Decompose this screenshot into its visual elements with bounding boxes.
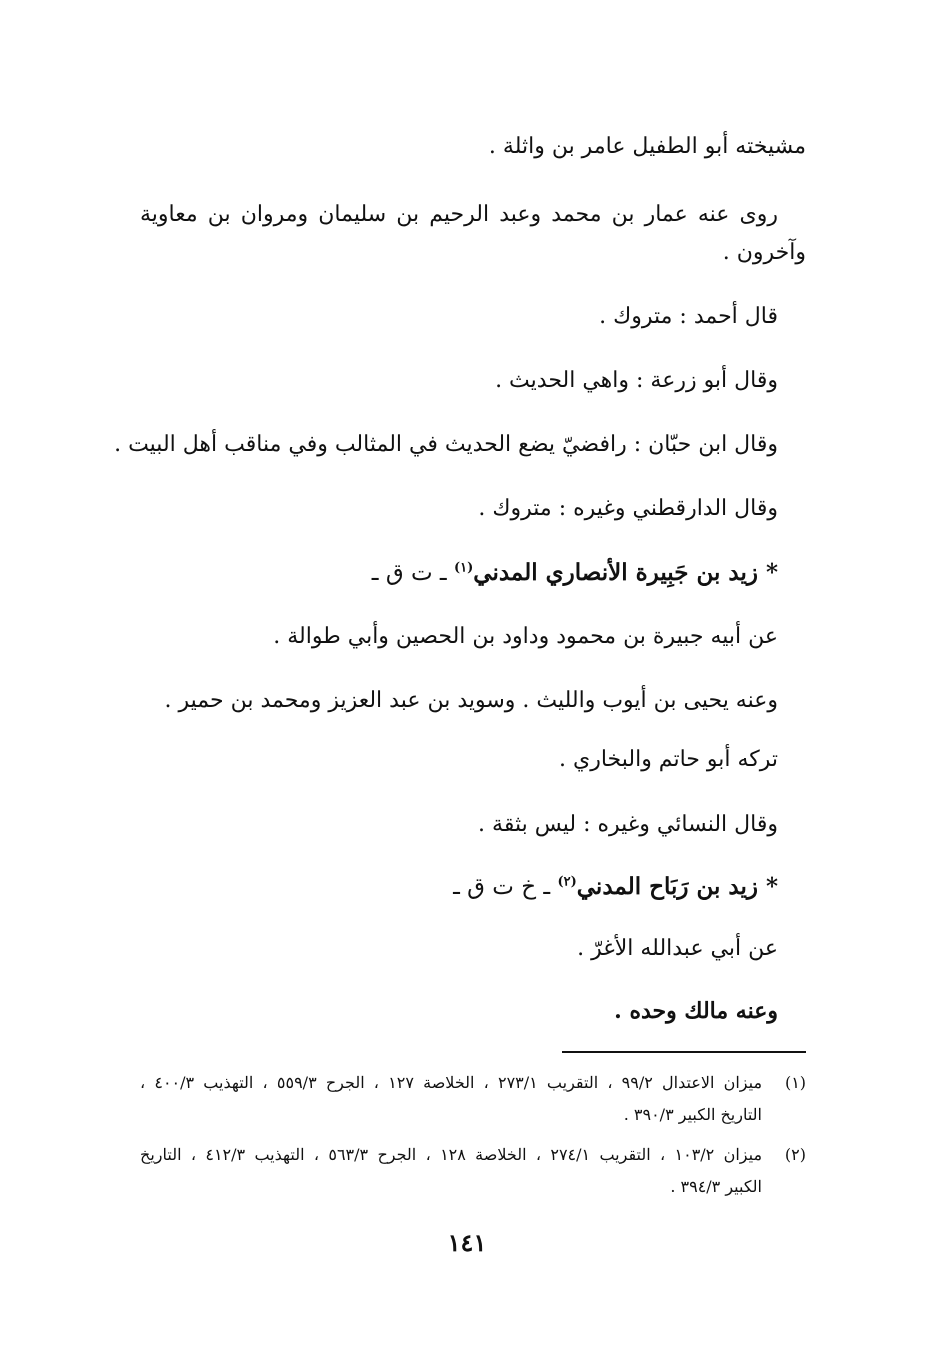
footnote-2-cont	[140, 1174, 806, 1200]
text-line: تركه أبو حاتم والبخاري .	[559, 747, 778, 772]
text-line: وقال الدارقطني وغيره : متروك .	[478, 496, 778, 521]
footnote-number: (١)	[784, 1073, 807, 1092]
footnote-text: ميزان الاعتدال ٩٩/٢ ، التقريب ٢٧٣/١ ، الخلاصة ١٢٧ ، الجرح ٥٥٩/٣ ، التهذيب ٤٠٠/٣ ،	[140, 1073, 763, 1092]
text-line: قال أحمد : متروك .	[599, 304, 778, 329]
footnote-text: التاريخ الكبير ٣٩٠/٣ .	[623, 1105, 762, 1124]
entry-name: * زيد بن رَبَاح المدني	[576, 873, 778, 900]
text-line: وآخرون .	[722, 240, 806, 265]
footnote-ref: (١)	[453, 560, 474, 576]
page-number: ١٤١	[447, 1228, 487, 1257]
text-line: وقال أبو زرعة : واهي الحديث .	[495, 368, 778, 393]
text-line: وقال ابن حبّان : رافضيّ يضع الحديث في المثالب وفي مناقب أهل البيت .	[114, 432, 778, 457]
entry-code: ـ خ ت ق ـ	[453, 874, 558, 900]
entry-code: ـ ت ق ـ	[371, 560, 454, 586]
text-line: عن أبي عبدالله الأغرّ .	[577, 936, 778, 961]
text-line: وعنه مالك وحده .	[614, 998, 778, 1024]
footnote-separator	[562, 1051, 806, 1053]
entry-heading	[372, 558, 778, 588]
footnote-text: ميزان ١٠٣/٢ ، التقريب ٢٧٤/١ ، الخلاصة ١٢٨ ، الجرح ٥٦٣/٣ ، التهذيب ٤١٢/٣ ، التاريخ	[140, 1145, 763, 1164]
entry-heading	[453, 872, 778, 902]
entry-name: * زيد بن جَبِيرة الأنصاري المدني	[473, 559, 778, 586]
text-line: مشيخته أبو الطفيل عامر بن واثلة .	[488, 134, 806, 159]
text-line: وقال النسائي وغيره : ليس بثقة .	[478, 812, 778, 837]
footnote-1	[140, 1070, 806, 1096]
text-line: عن أبيه جبيرة بن محمود وداود بن الحصين وأبي طوالة .	[273, 624, 778, 649]
footnote-ref: (٢)	[557, 874, 577, 890]
footnote-text: الكبير ٣٩٤/٣ .	[670, 1177, 762, 1196]
text-line: وعنه يحيى بن أيوب والليث . وسويد بن عبد العزيز ومحمد بن حمير .	[164, 688, 778, 713]
text-line: روى عنه عمار بن محمد وعبد الرحيم بن سليمان ومروان بن معاوية	[140, 202, 778, 227]
footnote-2	[140, 1142, 806, 1168]
footnote-number: (٢)	[784, 1145, 807, 1164]
footnote-1-cont	[140, 1102, 806, 1128]
